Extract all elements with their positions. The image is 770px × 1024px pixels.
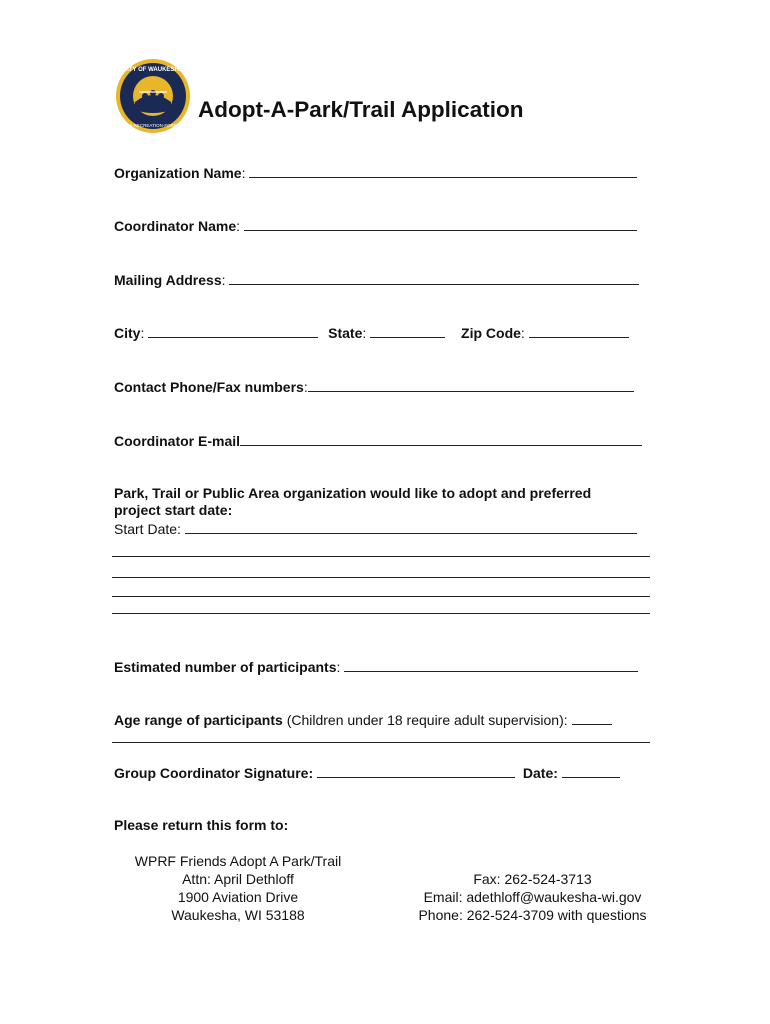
city-label: City bbox=[114, 325, 141, 341]
phone-row bbox=[114, 377, 634, 396]
organization-row bbox=[114, 163, 637, 182]
return-address bbox=[118, 852, 358, 924]
mailing-field[interactable] bbox=[229, 270, 639, 285]
park-line-3[interactable] bbox=[112, 596, 650, 597]
colon: : bbox=[362, 325, 367, 341]
email-row bbox=[114, 431, 642, 450]
return-heading: Please return this form to: bbox=[114, 817, 289, 833]
email-field[interactable] bbox=[240, 431, 642, 446]
phone-line: Phone: 262-524-3709 with questions bbox=[418, 907, 647, 923]
zip-field[interactable] bbox=[529, 323, 629, 338]
organization-field[interactable] bbox=[249, 163, 637, 178]
park-line-2[interactable] bbox=[112, 577, 650, 578]
park-line-1[interactable] bbox=[112, 556, 650, 557]
city-field[interactable] bbox=[148, 323, 318, 338]
signature-row bbox=[114, 763, 620, 782]
start-date-field[interactable] bbox=[185, 519, 637, 534]
signature-field[interactable] bbox=[317, 763, 515, 778]
zip-label: Zip Code bbox=[461, 325, 521, 341]
age-field[interactable] bbox=[572, 710, 612, 725]
phone-field[interactable] bbox=[308, 377, 634, 392]
participants-field[interactable] bbox=[344, 657, 638, 672]
address-line: Attn: April Dethloff bbox=[182, 871, 294, 887]
svg-text:PARKS·RECREATION·FORESTRY: PARKS·RECREATION·FORESTRY bbox=[117, 123, 189, 128]
email-line[interactable]: Email: adethloff@waukesha-wi.gov bbox=[423, 889, 642, 905]
fax-line: Fax: 262-524-3713 bbox=[473, 871, 592, 887]
address-line: WPRF Friends Adopt A Park/Trail bbox=[134, 853, 342, 869]
park-label-line2: project start date: bbox=[114, 502, 233, 518]
address-line: Waukesha, WI 53188 bbox=[171, 907, 305, 923]
page-title: Adopt-A-Park/Trail Application bbox=[198, 97, 524, 122]
age-line-2[interactable] bbox=[112, 742, 650, 743]
colon: : bbox=[221, 272, 226, 288]
coordinator-field[interactable] bbox=[244, 216, 637, 231]
colon: : bbox=[236, 218, 241, 234]
age-row bbox=[114, 710, 612, 729]
colon: : bbox=[336, 659, 341, 675]
state-label: State bbox=[328, 325, 363, 341]
park-line-4[interactable] bbox=[112, 613, 650, 614]
colon: : bbox=[140, 325, 145, 341]
mailing-row bbox=[114, 270, 639, 289]
start-date-label: Start Date: bbox=[114, 521, 181, 537]
svg-text:CITY OF WAUKESHA: CITY OF WAUKESHA bbox=[122, 67, 184, 73]
park-label-line1: Park, Trail or Public Area organization would like to adopt and preferred bbox=[114, 485, 592, 501]
age-note: (Children under 18 require adult supervision): bbox=[286, 712, 568, 728]
colon: : bbox=[241, 165, 246, 181]
email-label: Coordinator E-mail bbox=[114, 433, 241, 449]
date-field[interactable] bbox=[562, 763, 620, 778]
coordinator-row bbox=[114, 216, 637, 235]
colon: : bbox=[520, 325, 525, 341]
signature-label: Group Coordinator Signature: bbox=[114, 765, 314, 781]
date-label: Date: bbox=[522, 765, 558, 781]
city-state-zip-row bbox=[114, 323, 629, 342]
coordinator-label: Coordinator Name bbox=[114, 218, 237, 234]
colon: : bbox=[303, 379, 308, 395]
phone-label: Contact Phone/Fax numbers bbox=[114, 379, 304, 395]
state-field[interactable] bbox=[370, 323, 445, 338]
address-line: 1900 Aviation Drive bbox=[177, 889, 299, 905]
mailing-label: Mailing Address bbox=[114, 272, 222, 288]
participants-row bbox=[114, 657, 638, 676]
organization-label: Organization Name bbox=[114, 165, 242, 181]
participants-label: Estimated number of participants bbox=[114, 659, 337, 675]
age-label: Age range of participants bbox=[114, 712, 283, 728]
return-contact bbox=[405, 870, 660, 924]
city-seal-logo bbox=[115, 58, 191, 134]
start-date-row bbox=[114, 519, 637, 538]
